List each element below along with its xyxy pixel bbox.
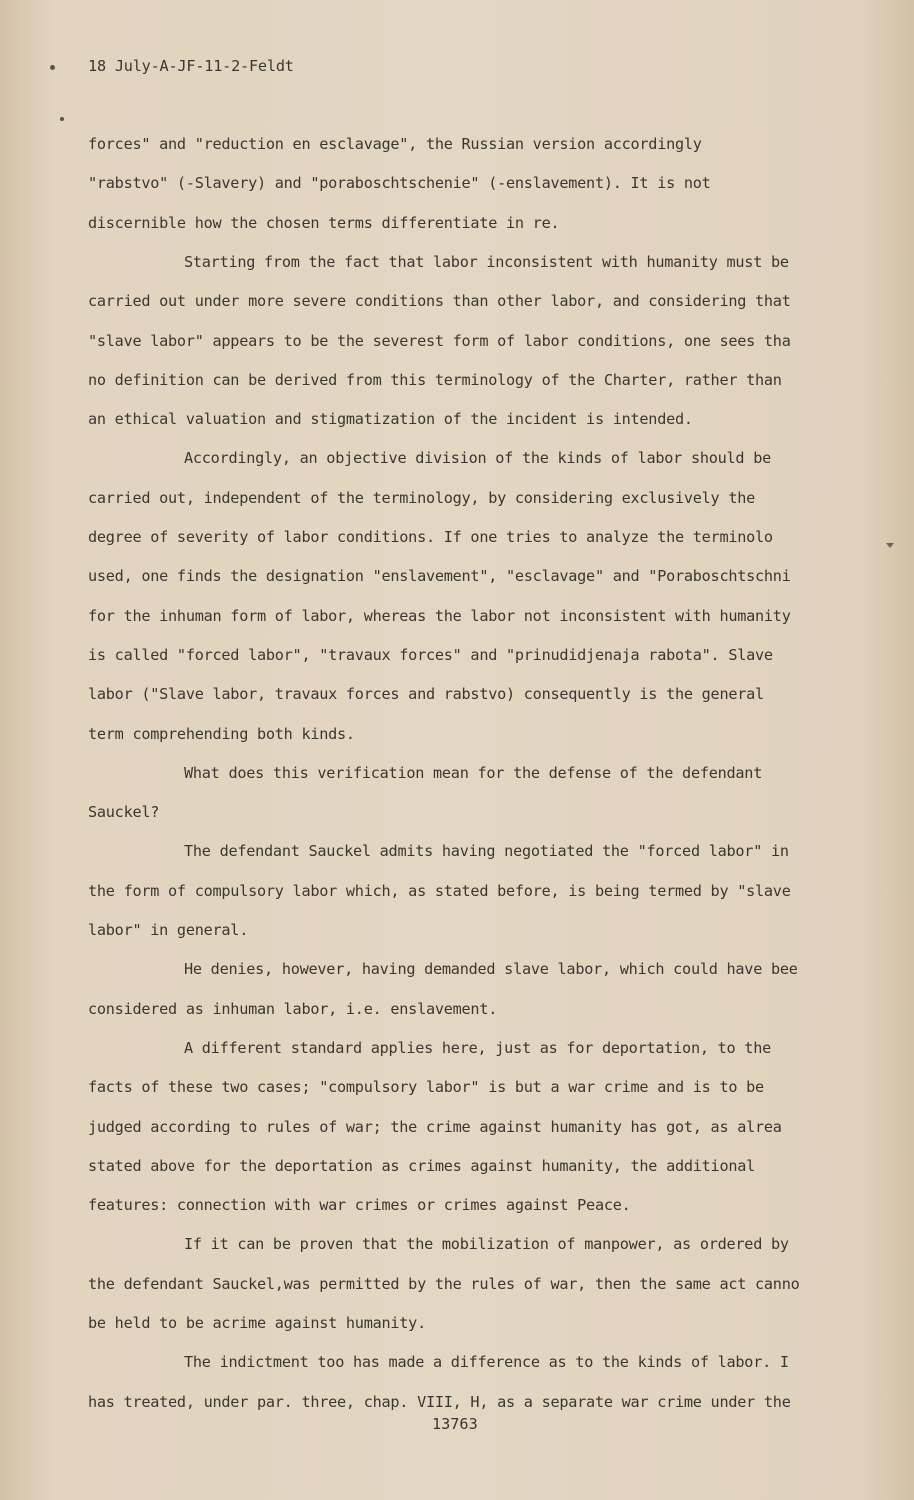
text-line: features: connection with war crimes or crimes against Peace. — [88, 1196, 631, 1215]
text-line: term comprehending both kinds. — [88, 724, 355, 743]
page-number: 13763 — [432, 1415, 478, 1433]
text-line: an ethical valuation and stigmatization of the incident is intended. — [88, 410, 693, 429]
text-line: carried out under more severe conditions than other labor, and considering that — [88, 292, 791, 311]
text-line: forces" and "reduction en esclavage", the Russian version accordingly — [88, 135, 702, 153]
text-line: If it can be proven that the mobilization of manpower, as ordered by — [184, 1235, 789, 1254]
text-line: facts of these two cases; "compulsory labor" is but a war crime and is to be — [88, 1078, 764, 1097]
text-line: for the inhuman form of labor, whereas the labor not inconsistent with humanity — [88, 606, 791, 625]
text-line: What does this verification mean for the defense of the defendant — [184, 763, 763, 782]
text-line: A different standard applies here, just as for deportation, to the — [184, 1038, 771, 1057]
text-line: be held to be acrime against humanity. — [88, 1314, 426, 1332]
text-line: He denies, however, having demanded slave labor, which could have bee — [184, 960, 798, 979]
text-line: judged according to rules of war; the crime against humanity has got, as alrea — [88, 1117, 782, 1136]
text-line: is called "forced labor", "travaux forces" and "prinudidjenaja rabota". Slave — [88, 645, 773, 664]
text-line: discernible how the chosen terms differentiate in re. — [88, 213, 560, 232]
text-line: labor" in general. — [88, 921, 249, 939]
text-line: used, one finds the designation "enslavement", "esclavage" and "Poraboschtschni — [88, 567, 791, 586]
text-line: Starting from the fact that labor inconsistent with humanity must be — [184, 252, 789, 271]
text-line: "rabstvo" (-Slavery) and "poraboschtschenie" (-enslavement). It is not — [88, 174, 711, 193]
page-header: 18 July-A-JF-11-2-Feldt — [88, 57, 294, 75]
text-line: degree of severity of labor conditions. If one tries to analyze the terminolo — [88, 528, 773, 546]
text-line: no definition can be derived from this terminology of the Charter, rather than — [88, 370, 782, 389]
text-line: carried out, independent of the terminology, by considering exclusively the — [88, 488, 756, 507]
text-line: "slave labor" appears to be the severest form of labor conditions, one sees tha — [88, 331, 791, 350]
text-line: considered as inhuman labor, i.e. enslavement. — [88, 999, 498, 1018]
text-line: stated above for the deportation as crimes against humanity, the additional — [88, 1156, 756, 1175]
text-line: labor ("Slave labor, travaux forces and rabstvo) consequently is the general — [88, 685, 764, 704]
text-line: Accordingly, an objective division of the kinds of labor should be — [184, 449, 771, 468]
text-line: The indictment too has made a difference as to the kinds of labor. I — [184, 1353, 789, 1372]
text-line: Sauckel? — [88, 803, 160, 822]
text-line: The defendant Sauckel admits having negotiated the "forced labor" in — [184, 842, 789, 861]
text-line: has treated, under par. three, chap. VIII, H, as a separate war crime under the — [88, 1392, 791, 1411]
text-line: the form of compulsory labor which, as stated before, is being termed by "slave — [88, 881, 791, 900]
text-line: the defendant Sauckel,was permitted by the rules of war, then the same act canno — [88, 1274, 800, 1293]
